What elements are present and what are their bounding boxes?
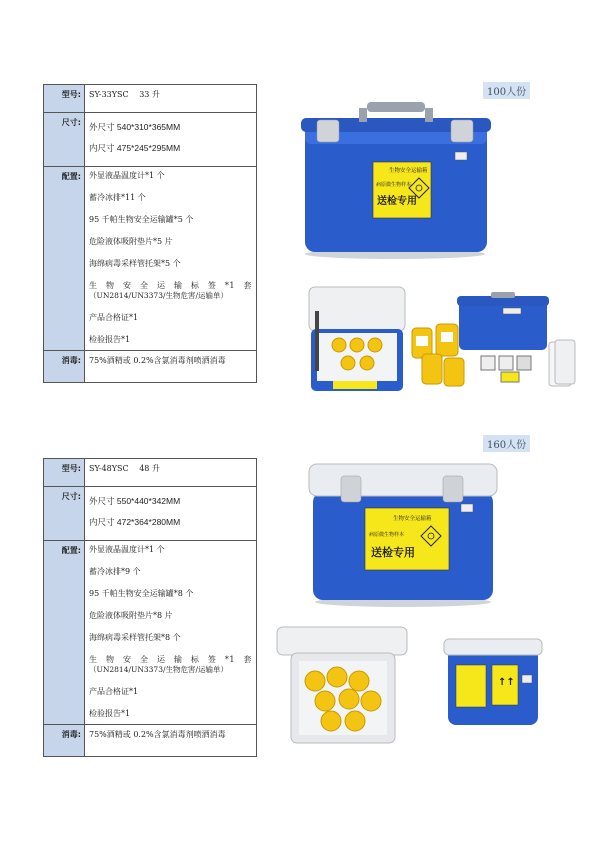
disinfect-value: 75%酒精或 0.2%含氯消毒剂喷洒消毒	[85, 725, 257, 757]
outer-size: 外尺寸 550*440*342MM	[89, 496, 181, 506]
config-item: 95 千帕生物安全运输罐*8 个	[89, 589, 194, 598]
spec-table-33l	[43, 84, 257, 383]
cooler-box-photo	[295, 100, 495, 260]
side-view-48l-photo	[440, 635, 545, 730]
config-item: 危险液体吸附垫片*5 片	[89, 237, 173, 246]
config-item: 产品合格证*1	[89, 313, 139, 322]
svg-text:生物安全运输箱: 生物安全运输箱	[393, 516, 432, 522]
disinfect-label: 消毒:	[44, 725, 85, 757]
spec-table-48l	[43, 458, 257, 757]
model-value: SY-33YSC 33 升	[85, 85, 257, 113]
inner-size: 内尺寸 472*364*280MM	[89, 517, 181, 527]
outer-size: 外尺寸 540*310*365MM	[89, 122, 181, 132]
config-item: 蓄冷冰排*11 个	[89, 193, 146, 202]
svg-text:病原微生物样本: 病原微生物样本	[376, 182, 412, 188]
config-item: 海绵病毒采样管托架*8 个	[89, 633, 181, 642]
config-item: 危险液体吸附垫片*8 片	[89, 611, 173, 620]
config-item: 生物安全运输标签*1套	[89, 655, 252, 664]
model-value: SY-48YSC 48 升	[85, 459, 257, 487]
config-item: 检验报告*1	[89, 709, 131, 718]
config-item: （UN2814/UN3373/生物危害/运输单）	[89, 665, 229, 674]
config-item: 外显液晶温度计*1 个	[89, 171, 165, 180]
svg-text:送检专用: 送检专用	[377, 196, 417, 207]
open-box-48l-photo	[273, 625, 413, 747]
model-label: 型号:	[44, 459, 85, 487]
svg-text:送检专用: 送检专用	[371, 546, 415, 559]
capacity-badge: 160人份	[483, 435, 530, 452]
config-item: 95 千帕生物安全运输罐*5 个	[89, 215, 194, 224]
capacity-badge: 100人份	[483, 82, 530, 99]
config-item: 海绵病毒采样管托架*5 个	[89, 259, 181, 268]
config-item: 外显液晶温度计*1 个	[89, 545, 165, 554]
disinfect-value: 75%酒精或 0.2%含氯消毒剂喷洒消毒	[85, 351, 257, 383]
config-label: 配置:	[44, 167, 85, 351]
size-label: 尺寸:	[44, 487, 85, 541]
inner-size: 内尺寸 475*245*295MM	[89, 143, 181, 153]
open-box-photo	[305, 285, 410, 395]
disinfect-label: 消毒:	[44, 351, 85, 383]
config-item: 检验报告*1	[89, 335, 131, 344]
size-label: 尺寸:	[44, 113, 85, 167]
config-item: （UN2814/UN3373/生物危害/运输单）	[89, 291, 229, 300]
svg-text:病原微生物样本: 病原微生物样本	[369, 532, 405, 538]
config-item: 生物安全运输标签*1套	[89, 281, 252, 290]
config-label: 配置:	[44, 541, 85, 725]
model-label: 型号:	[44, 85, 85, 113]
config-item: 产品合格证*1	[89, 687, 139, 696]
box-brand-text: 生物安全运输箱	[389, 168, 428, 174]
accessories-photo	[455, 290, 580, 390]
cooler-box-48l-photo	[305, 458, 500, 608]
svg-text:↑↑: ↑↑	[498, 677, 515, 688]
config-item: 蓄冷冰排*9 个	[89, 567, 141, 576]
